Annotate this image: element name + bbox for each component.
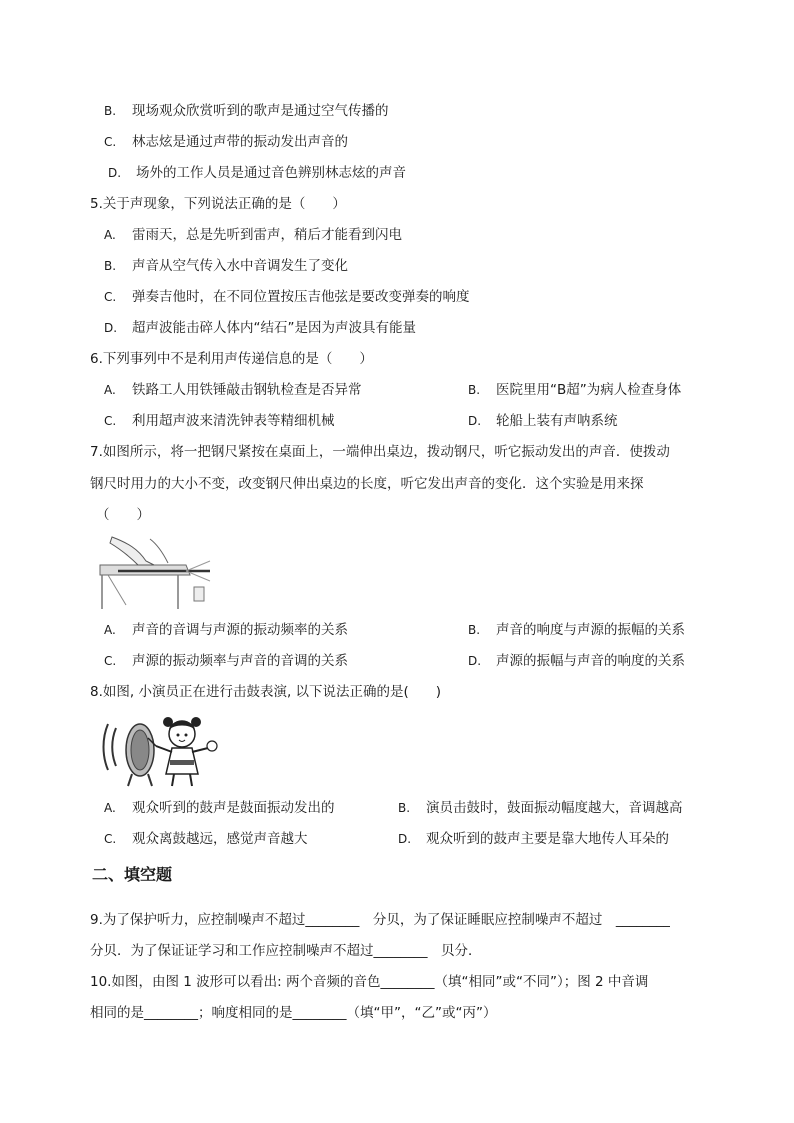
option-letter: B. — [468, 383, 481, 397]
q7-stem-line2: 钢尺时用力的大小不变，改变钢尺伸出桌边的长度，听它发出声音的变化．这个实验是用来探 — [90, 476, 644, 492]
q9-line1: 9.为了保护听力，应控制噪声不超过________ 分贝，为了保证睡眠应控制噪声不超过 ________ — [90, 912, 670, 928]
q7-stem-line3: （ ） — [96, 507, 150, 523]
q8-stem: 8.如图, 小演员正在进行击鼓表演, 以下说法正确的是( ) — [90, 684, 442, 700]
q6-stem: 6.下列事列中不是利用声传递信息的是（ ） — [90, 351, 373, 367]
q6-option-b — [468, 380, 681, 400]
option-text: 铁路工人用铁锤敲击钢轨检查是否异常 — [132, 382, 362, 398]
option-letter: B. — [398, 801, 411, 815]
q7-option-d — [468, 651, 685, 671]
q4-option-d — [108, 163, 406, 183]
q5-option-b — [104, 256, 348, 276]
q10-line1: 10.如图，由图 1 波形可以看出: 两个音频的音色________（填“相同”或“不同”）；图 2 中音调 — [90, 974, 649, 990]
option-text: 弹奏吉他时，在不同位置按压吉他弦是要改变弹奏的响度 — [132, 289, 470, 305]
q8-option-a — [104, 798, 335, 818]
q7-option-b — [468, 620, 685, 640]
option-letter: D. — [108, 166, 122, 180]
option-text: 现场观众欣赏听到的歌声是通过空气传播的 — [132, 103, 389, 119]
option-text: 轮船上装有声呐系统 — [496, 413, 618, 429]
option-letter: B. — [104, 104, 117, 118]
drummer-figure — [98, 708, 230, 788]
q7-option-c — [104, 651, 348, 671]
option-text: 声音的音调与声源的振动频率的关系 — [132, 622, 348, 638]
option-letter: D. — [104, 321, 118, 335]
option-text: 观众听到的鼓声主要是靠大地传人耳朵的 — [426, 831, 669, 847]
option-letter: B. — [104, 259, 117, 273]
q7-stem-line1: 7.如图所示，将一把钢尺紧按在桌面上，一端伸出桌边，拨动钢尺，听它振动发出的声音．使拨动 — [90, 444, 670, 460]
option-letter: D. — [468, 654, 482, 668]
q10-line2: 相同的是________；响度相同的是________（填“甲”，“乙”或“丙”） — [90, 1005, 497, 1021]
q5-option-c — [104, 287, 470, 307]
option-text: 观众听到的鼓声是鼓面振动发出的 — [132, 800, 335, 816]
option-letter: D. — [468, 414, 482, 428]
option-text: 观众离鼓越远，感觉声音越大 — [132, 831, 308, 847]
section-heading: 二、填空题 — [92, 865, 173, 884]
q7-option-a — [104, 620, 348, 640]
q4-option-c — [104, 132, 348, 152]
option-text: 演员击鼓时，鼓面振动幅度越大，音调越高 — [426, 800, 683, 816]
option-letter: A. — [104, 623, 116, 637]
option-letter: C. — [104, 135, 117, 149]
option-text: 超声波能击碎人体内“结石”是因为声波具有能量 — [132, 320, 416, 336]
option-text: 医院里用“B超”为病人检查身体 — [496, 382, 682, 398]
q9-line2: 分贝．为了保证证学习和工作应控制噪声不超过________ 贝分． — [90, 943, 482, 959]
option-text: 场外的工作人员是通过音色辨别林志炫的声音 — [136, 165, 406, 181]
option-text: 声音从空气传入水中音调发生了变化 — [132, 258, 348, 274]
q5-option-d — [104, 318, 416, 338]
q8-option-c — [104, 829, 308, 849]
option-text: 声音的响度与声源的振幅的关系 — [496, 622, 685, 638]
q6-option-c — [104, 411, 335, 431]
option-text: 雷雨天，总是先听到雷声，稍后才能看到闪电 — [132, 227, 402, 243]
option-letter: B. — [468, 623, 481, 637]
option-letter: C. — [104, 290, 117, 304]
q4-option-b — [104, 101, 389, 121]
option-letter: D. — [398, 832, 412, 846]
q8-option-d — [398, 829, 669, 849]
q6-option-a — [104, 380, 362, 400]
option-letter: A. — [104, 801, 116, 815]
option-text: 声源的振幅与声音的响度的关系 — [496, 653, 685, 669]
option-letter: C. — [104, 654, 117, 668]
q5-option-a — [104, 225, 402, 245]
option-text: 声源的振动频率与声音的音调的关系 — [132, 653, 348, 669]
option-text: 林志炫是通过声带的振动发出声音的 — [132, 134, 348, 150]
q5-stem: 5.关于声现象，下列说法正确的是（ ） — [90, 196, 346, 212]
option-letter: A. — [104, 383, 116, 397]
option-letter: C. — [104, 414, 117, 428]
option-letter: C. — [104, 832, 117, 846]
option-text: 利用超声波来清洗钟表等精细机械 — [132, 413, 335, 429]
ruler-on-table-figure — [98, 535, 216, 611]
option-letter: A. — [104, 228, 116, 242]
q8-option-b — [398, 798, 683, 818]
q6-option-d — [468, 411, 618, 431]
